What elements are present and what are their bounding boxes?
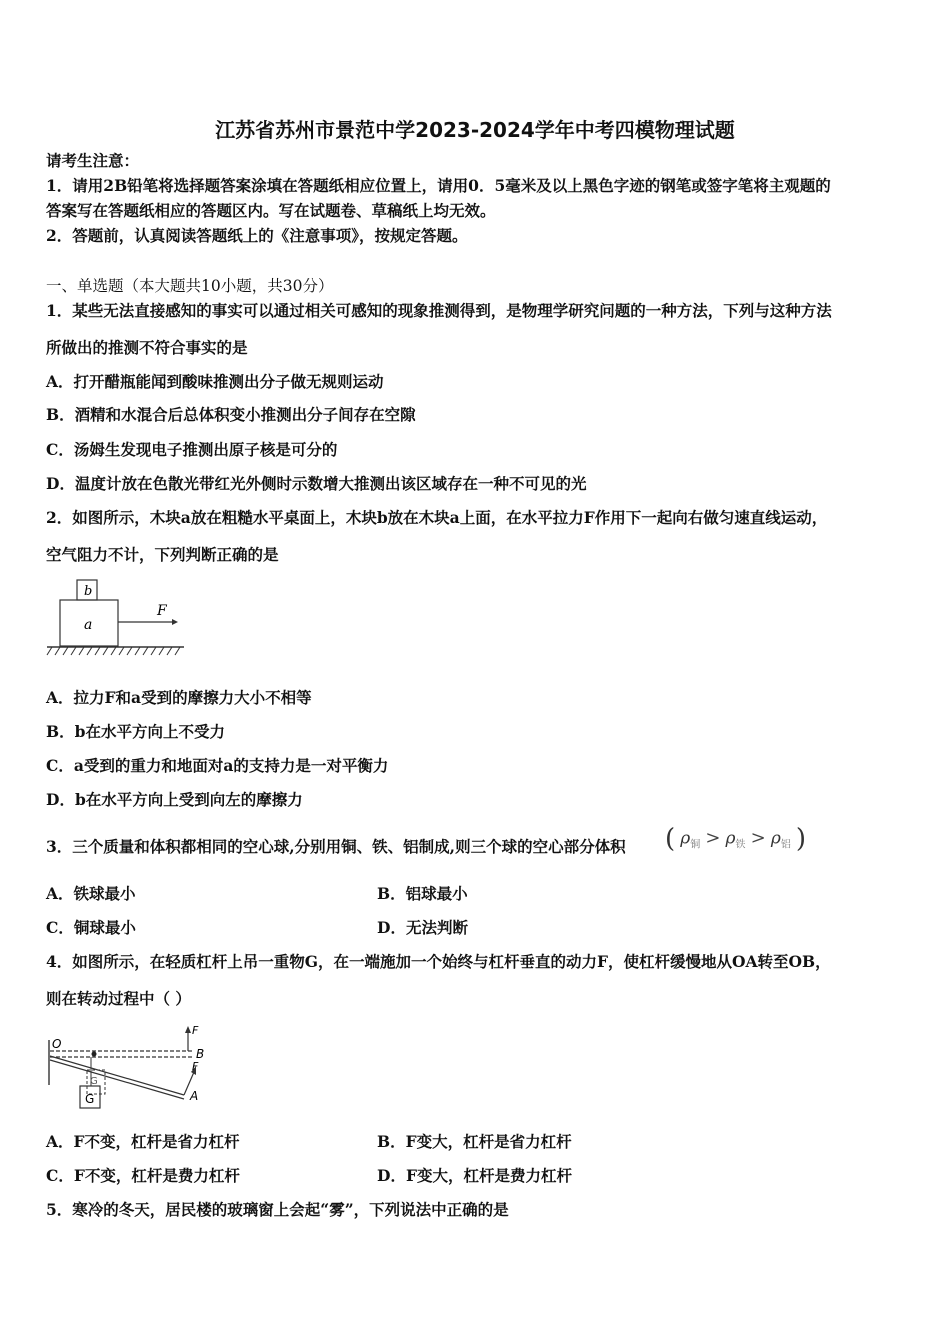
q3-stem: 3．三个质量和体积都相同的空心球,分别用铜、铁、铝制成,则三个球的空心部分体积 [46, 837, 626, 856]
q4-option-d: D．F变大，杠杆是费力杠杆 [377, 1166, 572, 1185]
notice-line-2: 2．答题前，认真阅读答题纸上的《注意事项》，按规定答题。 [46, 226, 468, 245]
hanging-point [92, 1052, 97, 1057]
lever-oa [50, 1056, 184, 1095]
block-b-label: b [84, 584, 93, 599]
formula-close-paren: ) [795, 824, 807, 854]
q2-option-d: D．b在水平方向上受到向左的摩擦力 [46, 790, 303, 809]
q4-stem-line1: 4．如图所示，在轻质杠杆上吊一重物G，在一端施加一个始终与杠杆垂直的动力F，使杠杆缓慢地从OA转至OB， [46, 952, 831, 971]
ground-hatch [47, 647, 180, 655]
q2-option-a: A．拉力F和a受到的摩擦力大小不相等 [46, 688, 312, 707]
label-F-top: F [192, 1024, 199, 1037]
q5-stem: 5．寒冷的冬天，居民楼的玻璃窗上会起“雾”，下列说法中正确的是 [46, 1200, 509, 1219]
q3-option-c: C．铜球最小 [46, 918, 136, 937]
q1-stem-line1: 1．某些无法直接感知的事实可以通过相关可感知的现象推测得到，是物理学研究问题的一种方法，下列与这种方法 [46, 301, 832, 320]
notice-line-1b: 答案写在答题纸相应的答题区内。写在试题卷、草稿纸上均无效。 [46, 201, 496, 220]
q2-stem-line2: 空气阻力不计，下列判断正确的是 [46, 545, 279, 564]
label-G: G [85, 1092, 95, 1106]
rho-symbol: ρ [725, 828, 736, 849]
q2-blocks-figure [44, 577, 194, 662]
q1-stem-line2: 所做出的推测不符合事实的是 [46, 338, 248, 357]
q4-option-b: B．F变大，杠杆是省力杠杆 [377, 1132, 572, 1151]
q1-option-a: A．打开醋瓶能闻到酸味推测出分子做无规则运动 [46, 372, 384, 391]
force-label: F [157, 603, 167, 619]
q4-stem-line2: 则在转动过程中（ ） [46, 989, 191, 1008]
rho-symbol: ρ [770, 828, 781, 849]
subscript-aluminum: 铝 [780, 839, 791, 851]
q1-option-d: D．温度计放在色散光带红光外侧时示数增大推测出该区域存在一种不可见的光 [46, 474, 587, 493]
q4-lever-figure [44, 1020, 214, 1115]
notice-line-1a: 1．请用2B铅笔将选择题答案涂填在答题纸相应位置上，请用0．5毫米及以上黑色字迹的钢笔或签字笔将主观题的 [46, 176, 831, 195]
label-G-dashed: G [90, 1076, 98, 1087]
q3-option-d: D．无法判断 [377, 918, 468, 937]
q4-option-a: A．F不变，杠杆是省力杠杆 [46, 1132, 240, 1151]
subscript-iron: 铁 [735, 839, 746, 851]
block-a-label: a [84, 617, 93, 633]
greater-than: > [705, 827, 721, 849]
q1-option-b: B．酒精和水混合后总体积变小推测出分子间存在空隙 [46, 405, 416, 424]
q2-option-b: B．b在水平方向上不受力 [46, 722, 225, 741]
page-title: 江苏省苏州市景范中学2023-2024学年中考四模物理试题 [215, 118, 735, 142]
subscript-copper: 铜 [690, 839, 701, 851]
q2-stem-line1: 2．如图所示，木块a放在粗糙水平桌面上，木块b放在木块a上面，在水平拉力F作用下一起向右做匀速直线运动， [46, 508, 828, 527]
label-A: A [190, 1089, 199, 1103]
force-arrowhead [172, 619, 178, 625]
label-O: O [52, 1037, 62, 1051]
q4-option-c: C．F不变，杠杆是费力杠杆 [46, 1166, 240, 1185]
force-b-arrowhead [185, 1026, 191, 1033]
notice-heading: 请考生注意： [46, 151, 140, 170]
q1-option-c: C．汤姆生发现电子推测出原子核是可分的 [46, 440, 338, 459]
label-F-side: F [192, 1060, 199, 1073]
label-B: B [196, 1047, 205, 1061]
lever-oa-edge [50, 1060, 184, 1099]
density-formula [665, 824, 806, 854]
rho-symbol: ρ [680, 828, 691, 849]
formula-open-paren: ( [665, 824, 676, 854]
greater-than: > [750, 827, 766, 849]
q3-option-b: B．铝球最小 [377, 884, 468, 903]
q2-option-c: C．a受到的重力和地面对a的支持力是一对平衡力 [46, 756, 389, 775]
q3-option-a: A．铁球最小 [46, 884, 136, 903]
section-heading: 一、单选题（本大题共10小题，共30分） [46, 277, 334, 295]
